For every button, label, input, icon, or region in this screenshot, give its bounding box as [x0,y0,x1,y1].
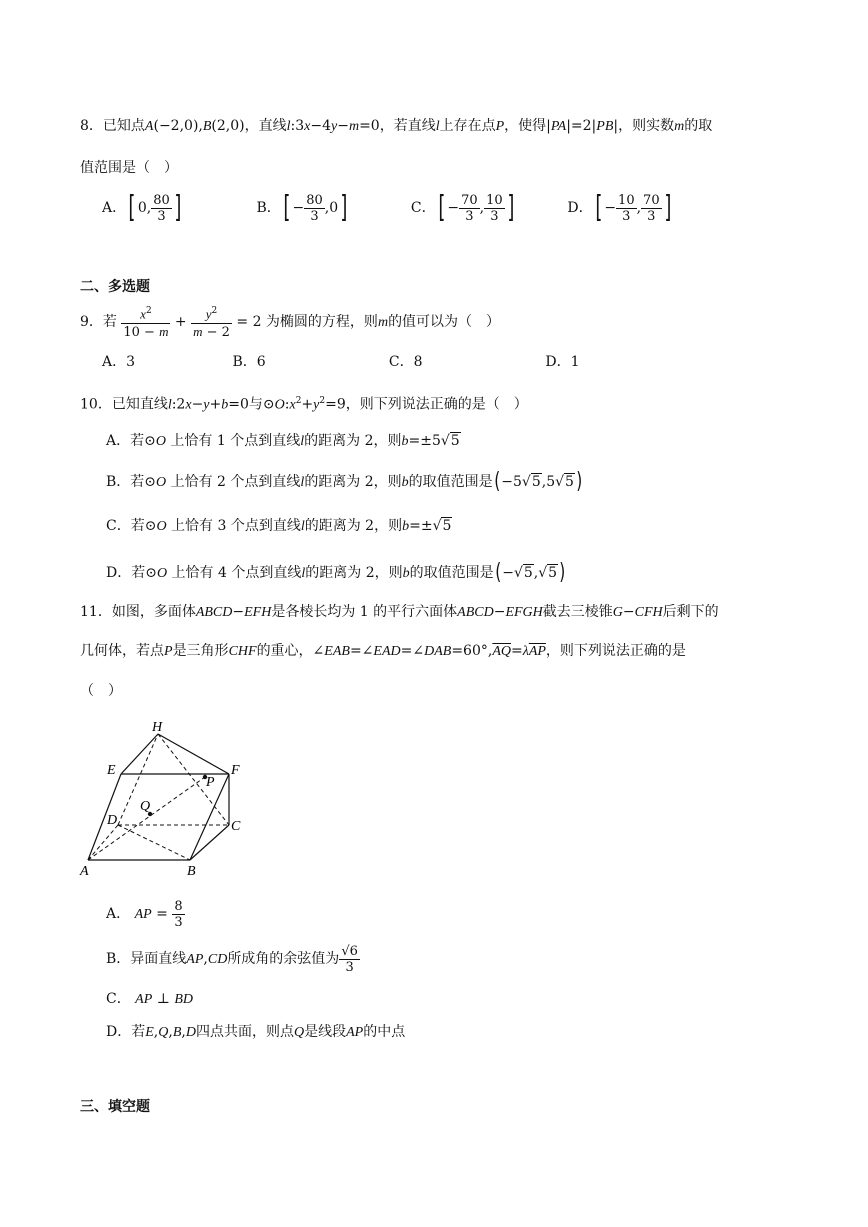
edge-hf [158,734,229,774]
q11-line1: 11．如图，多面体ABCD−EFH是各棱长均为 1 的平行六面体ABCD−EFGH截去三棱锥G−CFH后剩下的 [80,604,719,620]
label-d: D [107,813,118,828]
q10-option-b[interactable]: B．若⊙O 上恰有 2 个点到直线l的距离为 2，则b的取值范围是(−5√5,5√5 ) [106,469,583,494]
q11-option-b[interactable]: B．异面直线AP,CD所成角的余弦值为 $\frac{√6}{3}$ [106,943,358,975]
q10-option-d[interactable]: D．若⊙O 上恰有 4 个点到直线l的距离为 2，则b的取值范围是(−√5,√5 ) [106,560,566,585]
label-p: P [206,775,215,790]
q10-option-c[interactable]: C．若⊙O 上恰有 3 个点到直线l的距离为 2，则b=±√5 [106,518,452,534]
label-f: F [231,763,240,778]
label-c: C [231,819,241,834]
edge-eh [121,734,158,774]
section-title-fill-in: 三、填空题 [80,1099,150,1115]
q8-option-d[interactable]: D．[ − $\frac{10}{3}$ , $\frac{70}{3}$ ] [567,190,671,225]
q8-options [102,188,673,228]
q9-option-a[interactable]: A．3 [102,354,136,370]
segment-ap [88,777,205,860]
q11-option-d[interactable]: D．若E,Q,B,D四点共面，则点Q是线段AP的中点 [106,1024,406,1040]
q9-option-d[interactable]: D．1 [545,354,580,370]
label-b: B [187,864,196,879]
q9-option-b[interactable]: B．6 [232,354,266,370]
label-a: A [80,864,89,879]
q8-option-b[interactable]: B．[ − $\frac{80}{3}$ ,0] [256,190,348,225]
q10-option-a[interactable]: A．若⊙O 上恰有 1 个点到直线l的距离为 2，则b=±5√5 [106,433,460,449]
q11-line3: （ ） [80,683,122,699]
q8-option-c[interactable]: C．[ − $\frac{70}{3}$ , $\frac{10}{3}$ ] [410,190,514,225]
q11-option-c[interactable]: C． AP ⊥ BD [106,991,194,1007]
q9-stem: 9．若 $\frac{x^2}{10 - m}$ + $\frac{y^2}{m - 2}$ = 2 为椭圆的方程，则m的值可以为（ ） [80,306,501,340]
q10-stem: 10．已知直线l:2x−y+b=0与$⊙O:x^2+y^2=9$，则下列说法正确的是（ ） [80,396,528,413]
q9-options [102,352,580,372]
q11-line2: 几何体，若点P是三角形CHF的重心，$\angle EAB=\angle EAD=\angle DAB=60^\circ,\overline{AQ}=\lambda\overline{AP}$，则下列说法正确的是 [80,643,686,659]
q10-number: 10． [80,396,112,413]
q8-line2: 值范围是（ ） [80,160,178,176]
q8-option-a[interactable]: A．[ 0, $\frac{80}{3}$ ] [102,190,182,225]
q11-figure [74,714,254,880]
q11-option-a[interactable]: A． AP = $\frac{8}{3}$ [106,898,183,930]
q9-number: 9． [80,314,103,330]
section-title-multiple-choice: 二、多选题 [80,279,150,295]
edge-db [118,825,190,860]
edge-dh [118,734,158,825]
label-h: H [152,720,163,735]
q8-line1: 8．已知点A(−2,0),B(2,0)，直线l:3x−4y−m=0，若直线l上存在点P，使得|PA|=2|PB|，则实数m的取 [80,118,713,134]
label-q: Q [140,799,151,814]
q9-option-c[interactable]: C．8 [388,354,423,370]
q8-number: 8． [80,118,103,134]
edge-hc [158,734,229,825]
label-e: E [107,763,116,778]
edge-bc [190,825,229,860]
q11-number: 11． [80,604,112,620]
